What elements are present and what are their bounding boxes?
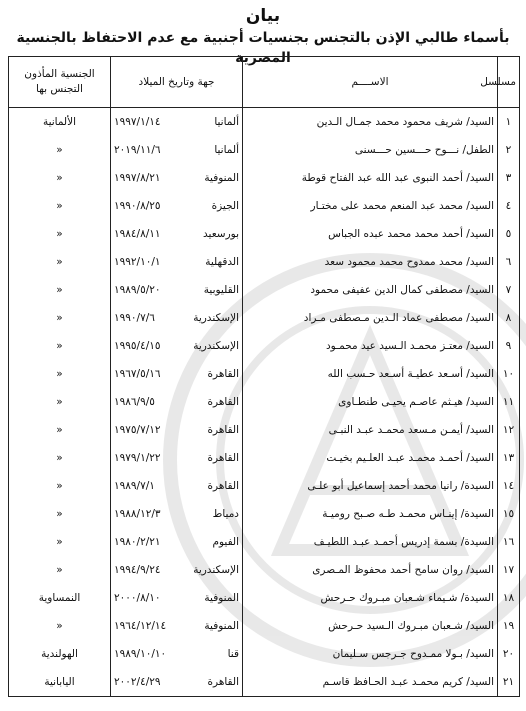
applicants-table: [8, 56, 520, 697]
nationality: «: [9, 444, 111, 472]
birth-date: ١٩٩٧/٨/٢١: [114, 172, 161, 184]
applicant-name: السيد/ شريف محمود محمد جمـال الـدين: [243, 108, 498, 137]
table-header-row: [9, 57, 520, 108]
birth-cell: [111, 164, 243, 192]
birth-cell: [111, 276, 243, 304]
row-number: ١٧: [498, 556, 520, 584]
table-row: [9, 220, 520, 248]
birth-date: ١٩٩٤/٩/٢٤: [114, 564, 161, 576]
birth-place: القاهرة: [207, 676, 239, 688]
nationality: «: [9, 248, 111, 276]
birth-place: القاهرة: [207, 452, 239, 464]
applicant-name: السيد/ أسـعد عطيـة أسـعد حـسب الله: [243, 360, 498, 388]
applicant-name: السيد/ كريم محمـد عبـد الحـافظ قاسـم: [243, 668, 498, 697]
birth-cell: [111, 472, 243, 500]
nationality: اليابانية: [9, 668, 111, 697]
table-row: [9, 136, 520, 164]
birth-date: ٢٠٠٢/٤/٢٩: [114, 676, 161, 688]
row-number: ١٨: [498, 584, 520, 612]
birth-date: ١٩٨٦/٩/٥: [114, 396, 155, 408]
birth-cell: [111, 416, 243, 444]
birth-cell: [111, 500, 243, 528]
applicant-name: السيد/ مصطفى عماد الـدين مـصطفى مـراد: [243, 304, 498, 332]
birth-cell: [111, 556, 243, 584]
birth-cell: [111, 108, 243, 137]
birth-place: بورسعيد: [203, 228, 239, 240]
birth-place: المنوفية: [204, 620, 239, 632]
birth-date: ١٩٨٩/١٠/١٠: [114, 648, 167, 660]
birth-cell: [111, 360, 243, 388]
applicant-name: السيد/ روان سامح أحمد محفوظ المـصرى: [243, 556, 498, 584]
row-number: ٧: [498, 276, 520, 304]
birth-cell: [111, 612, 243, 640]
table-row: [9, 360, 520, 388]
birth-place: دمياط: [212, 508, 239, 520]
table-row: [9, 668, 520, 697]
row-number: ٢٠: [498, 640, 520, 668]
birth-place: القليوبية: [203, 284, 239, 296]
row-number: ٤: [498, 192, 520, 220]
table-row: [9, 276, 520, 304]
birth-place: الإسكندرية: [193, 312, 239, 324]
birth-date: ١٩٩٧/١/١٤: [114, 116, 161, 128]
birth-cell: [111, 192, 243, 220]
header-birth: جهة وتاريخ الميلاد: [111, 57, 243, 108]
birth-place: المنوفية: [204, 172, 239, 184]
applicant-name: السيد/ أحمد النبوى عبد الله عبد الفتاح قوطة: [243, 164, 498, 192]
nationality: «: [9, 388, 111, 416]
birth-place: الجيزة: [211, 200, 239, 212]
table-row: [9, 164, 520, 192]
birth-date: ١٩٩٠/٨/٢٥: [114, 200, 161, 212]
birth-cell: [111, 220, 243, 248]
birth-place: الدقهلية: [205, 256, 239, 268]
applicant-name: السيد/ شـعبان مبـروك الـسيد حـرحش: [243, 612, 498, 640]
table-row: [9, 332, 520, 360]
row-number: ٦: [498, 248, 520, 276]
table-row: [9, 472, 520, 500]
birth-cell: [111, 332, 243, 360]
birth-date: ١٩٦٧/٥/١٦: [114, 368, 161, 380]
table-row: [9, 192, 520, 220]
table-row: [9, 304, 520, 332]
birth-place: القاهرة: [207, 480, 239, 492]
table-row: [9, 444, 520, 472]
row-number: ١٠: [498, 360, 520, 388]
table-row: [9, 500, 520, 528]
birth-place: ألمانيا: [214, 144, 239, 156]
table-row: [9, 556, 520, 584]
birth-cell: [111, 668, 243, 697]
table-row: [9, 248, 520, 276]
birth-place: القاهرة: [207, 424, 239, 436]
nationality: الألمانية: [9, 108, 111, 137]
birth-date: ٢٠٠٠/٨/١٠: [114, 592, 161, 604]
applicant-name: السيد/ مصطفى كمال الدين عفيفى محمود: [243, 276, 498, 304]
applicant-name: السيد/ هيـثم عاصـم يحيـى طنطـاوى: [243, 388, 498, 416]
nationality: «: [9, 304, 111, 332]
header-name: الاســــم: [243, 57, 498, 108]
birth-date: ١٩٧٥/٧/١٢: [114, 424, 161, 436]
applicant-name: السيد/ محمد عبد المنعم محمد على مختـار: [243, 192, 498, 220]
nationality: «: [9, 192, 111, 220]
nationality: «: [9, 556, 111, 584]
nationality: «: [9, 360, 111, 388]
table-row: [9, 612, 520, 640]
nationality: «: [9, 528, 111, 556]
row-number: ١: [498, 108, 520, 137]
table-body: [9, 108, 520, 697]
birth-place: القاهرة: [207, 368, 239, 380]
birth-date: ١٩٨٠/٢/٢١: [114, 536, 161, 548]
birth-cell: [111, 584, 243, 612]
birth-cell: [111, 136, 243, 164]
nationality: «: [9, 472, 111, 500]
applicant-name: السيد/ أحمـد محمـد عبـد العلـيم بخيـت: [243, 444, 498, 472]
applicant-name: السيد/ أحمد محمد محمد عبده الجباس: [243, 220, 498, 248]
table-row: [9, 528, 520, 556]
applicant-name: الطفل/ نـــوح حـــسين حـــسنى: [243, 136, 498, 164]
birth-date: ١٩٩٠/٧/٦: [114, 312, 155, 324]
row-number: ٨: [498, 304, 520, 332]
row-number: ١٥: [498, 500, 520, 528]
row-number: ١٣: [498, 444, 520, 472]
nationality: «: [9, 164, 111, 192]
applicant-name: السيد/ معتـز محمـد الـسيد عيد محمـود: [243, 332, 498, 360]
header-nationality-line1: الجنسية المأذون: [24, 68, 95, 80]
birth-date: ١٩٩٢/١٠/١: [114, 256, 161, 268]
applicant-name: السيد/ أيمـن مـسعد محمـد عبـد النبـى: [243, 416, 498, 444]
birth-date: ١٩٧٩/١/٢٢: [114, 452, 161, 464]
nationality: «: [9, 220, 111, 248]
table-row: [9, 584, 520, 612]
header-number: مسلسل: [498, 57, 520, 108]
row-number: ١١: [498, 388, 520, 416]
birth-place: الإسكندرية: [193, 340, 239, 352]
applicant-name: السيدة/ رانيا محمد أحمد إسماعيل أبو علـى: [243, 472, 498, 500]
header-nationality-line2: التجنس بها: [36, 83, 83, 95]
birth-cell: [111, 528, 243, 556]
row-number: ٢١: [498, 668, 520, 697]
birth-date: ١٩٨٩/٥/٢٠: [114, 284, 161, 296]
birth-place: المنوفية: [204, 592, 239, 604]
birth-place: ألمانيا: [214, 116, 239, 128]
row-number: ٣: [498, 164, 520, 192]
nationality: «: [9, 416, 111, 444]
document-title: بيان: [245, 6, 281, 26]
nationality: «: [9, 276, 111, 304]
applicant-name: السيد/ بـولا ممـدوح جـرجس سـليمان: [243, 640, 498, 668]
birth-date: ١٩٨٩/٧/١: [114, 480, 155, 492]
birth-place: القاهرة: [207, 396, 239, 408]
applicant-name: السيدة/ شـيماء شـعبان مبـروك حـرحش: [243, 584, 498, 612]
birth-date: ١٩٨٨/١٢/٣: [114, 508, 161, 520]
row-number: ١٦: [498, 528, 520, 556]
birth-place: الفيوم: [212, 536, 239, 548]
applicant-name: السيدة/ إينـاس محمـد طـه صـبح روميـة: [243, 500, 498, 528]
birth-place: الإسكندرية: [193, 564, 239, 576]
birth-date: ١٩٨٤/٨/١١: [114, 228, 161, 240]
row-number: ١٩: [498, 612, 520, 640]
birth-date: ١٩٩٥/٤/١٥: [114, 340, 161, 352]
table-row: [9, 388, 520, 416]
table-row: [9, 108, 520, 137]
birth-cell: [111, 444, 243, 472]
nationality: «: [9, 136, 111, 164]
table-row: [9, 640, 520, 668]
birth-cell: [111, 640, 243, 668]
nationality: «: [9, 332, 111, 360]
row-number: ١٢: [498, 416, 520, 444]
table-row: [9, 416, 520, 444]
birth-cell: [111, 388, 243, 416]
document-subtitle: بأسماء طالبي الإذن بالتجنس بجنسيات أجنبية مع عدم الاحتفاظ بالجنسية المصرية: [16, 30, 510, 66]
row-number: ٥: [498, 220, 520, 248]
row-number: ١٤: [498, 472, 520, 500]
applicant-name: السيد/ محمد ممدوح محمد محمود سعد: [243, 248, 498, 276]
birth-date: ٢٠١٩/١١/٦: [114, 144, 161, 156]
applicant-name: السيدة/ بسمة إدريس أحمـد عبـد اللطيـف: [243, 528, 498, 556]
birth-place: قنا: [227, 648, 239, 660]
row-number: ٩: [498, 332, 520, 360]
header-nationality: [9, 57, 111, 108]
nationality: الهولندية: [9, 640, 111, 668]
birth-cell: [111, 248, 243, 276]
nationality: «: [9, 612, 111, 640]
birth-date: ١٩٦٤/١٢/١٤: [114, 620, 167, 632]
row-number: ٢: [498, 136, 520, 164]
nationality: «: [9, 500, 111, 528]
nationality: النمساوية: [9, 584, 111, 612]
birth-cell: [111, 304, 243, 332]
